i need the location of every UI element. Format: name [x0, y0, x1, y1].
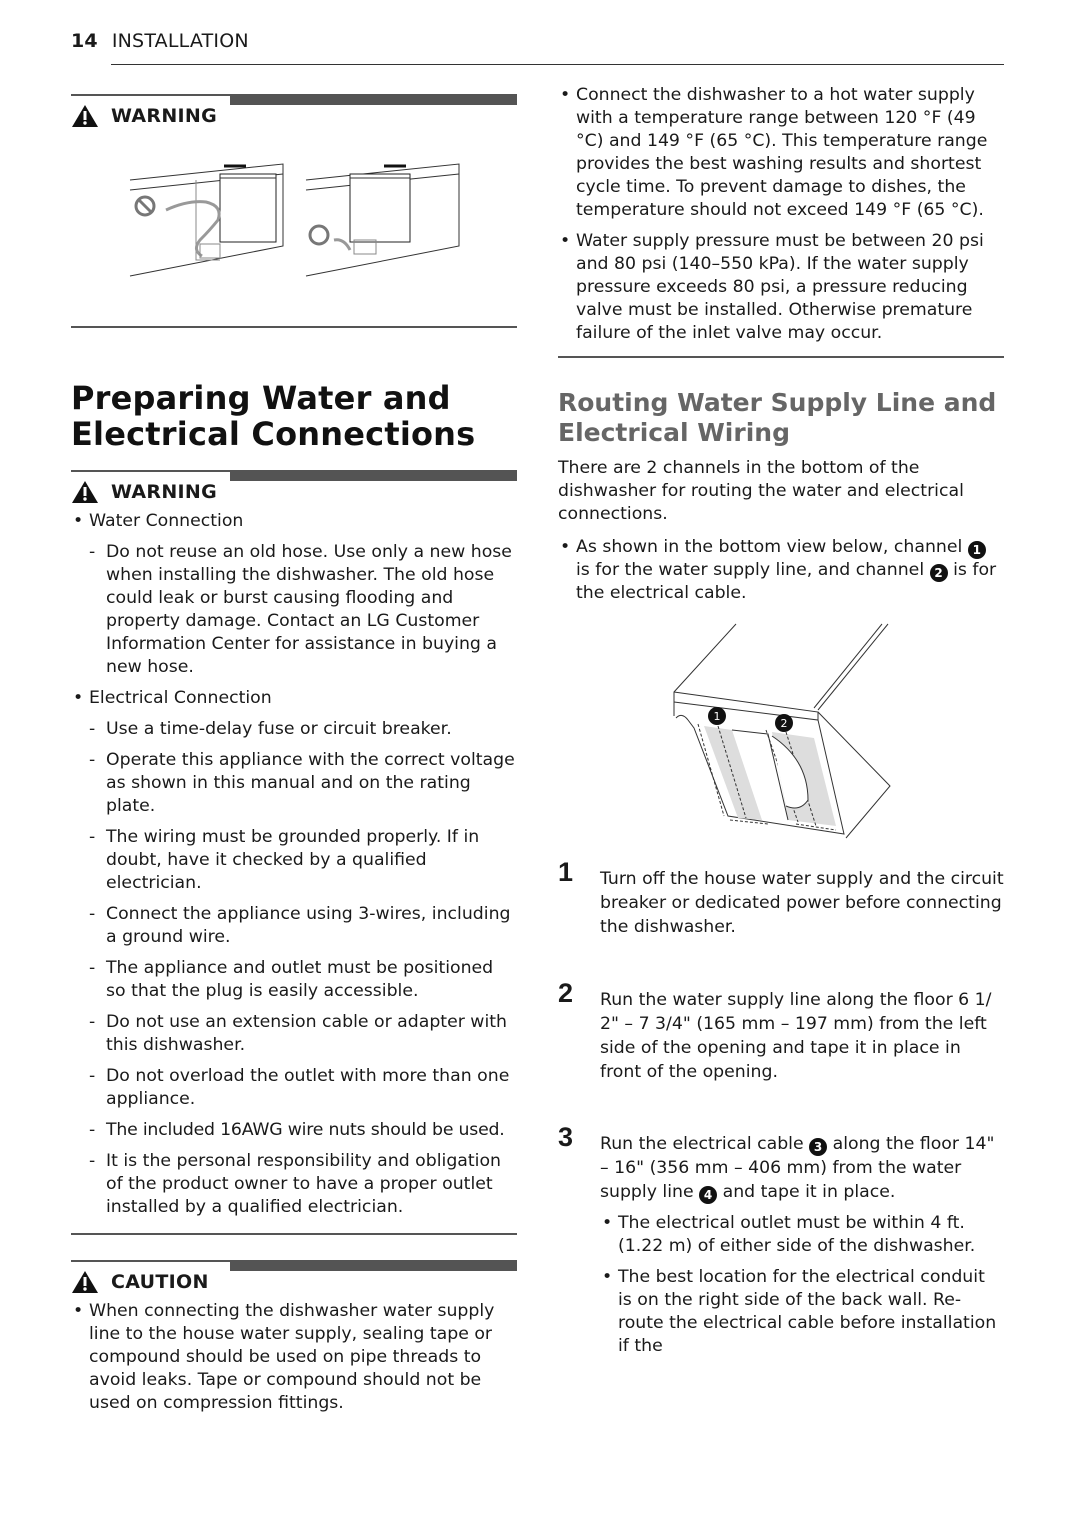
hose-routing-figure	[128, 160, 460, 286]
warning-header	[71, 470, 517, 503]
caution-box	[71, 1260, 517, 1423]
step-number: 1	[558, 857, 574, 887]
electrical-connection-group	[71, 687, 517, 1219]
list-item: • Water supply pressure must be between 20 psi and 80 psi (140–550 kPa). If the water supply pressure exceeds 80 psi, a pressure reducing valve must be installed. Otherwise premature failure of the inlet valve may occur.	[558, 230, 1004, 345]
list-item: • The best location for the electrical conduit is on the right side of the back wall. Re-route the electrical cable before installation if the	[600, 1266, 1004, 1358]
dishwasher-bottom-view-figure	[668, 620, 896, 846]
routing-intro: There are 2 channels in the bottom of the dishwasher for routing the water and electrical connections.	[558, 458, 964, 524]
section-name: INSTALLATION	[111, 30, 249, 52]
group-title: Water Connection	[89, 511, 244, 531]
step-text: Run the water supply line along the floor 6 1/ 2" – 7 3/4" (165 mm – 197 mm) from the left side of the opening and tape it in place in front of the opening.	[600, 990, 992, 1082]
notes-end-rule	[558, 356, 1004, 358]
list-item: • When connecting the dishwasher water supply line to the house water supply, sealing tape or compound should be used on pipe threads to avoid leaks. Tape or compound should not be used on compression fittings.	[71, 1300, 517, 1415]
group-title: Electrical Connection	[89, 688, 272, 708]
callout-2-icon: 2	[930, 564, 948, 582]
caution-header	[71, 1260, 517, 1293]
water-supply-notes	[558, 84, 1004, 353]
figure-callout-1: 1	[713, 710, 721, 723]
channel-callout-2	[775, 714, 793, 732]
caution-triangle-icon	[71, 1270, 99, 1294]
list-item: • Connect the dishwasher to a hot water supply with a temperature range between 120 °F (49 °C) and 149 °F (65 °C). This temperature range provides the best washing results and shortest cycle time. To prevent damage to dishes, the temperature should not exceed 149 °F (65 °C).	[558, 84, 1004, 222]
list-item: • The electrical outlet must be within 4 ft. (1.22 m) of either side of the dishwasher.	[600, 1212, 1004, 1258]
prohibited-icon	[136, 197, 154, 215]
list-item: - The wiring must be grounded properly. If in doubt, have it checked by a qualified electrician.	[71, 826, 517, 895]
callout-4-icon: 4	[699, 1186, 717, 1204]
correct-circle-icon	[310, 226, 328, 244]
warning-triangle-icon	[71, 104, 99, 128]
step-number: 2	[558, 978, 574, 1008]
routing-title: Routing Water Supply Line and Electrical Wiring	[558, 388, 997, 447]
warning-triangle-icon	[71, 480, 99, 504]
step-2	[558, 978, 1004, 1084]
warning-label: WARNING	[111, 480, 218, 503]
warning-end-rule	[71, 1233, 517, 1235]
electrical-warning-box	[71, 470, 517, 1227]
step-text: Run the electrical cable 3 along the floor 14" – 16" (356 mm – 406 mm) from the water supply line 4 and tape it in place.	[600, 1134, 995, 1202]
incorrect-panel	[130, 164, 283, 276]
list-item: - Do not overload the outlet with more than one appliance.	[71, 1065, 517, 1111]
channel-callout-1	[708, 707, 726, 725]
callout-1-icon: 1	[968, 541, 986, 559]
list-item: - Connect the appliance using 3-wires, including a ground wire.	[71, 903, 517, 949]
step-text: Turn off the house water supply and the circuit breaker or dedicated power before connecting the dishwasher.	[600, 869, 1004, 937]
list-item: - The included 16AWG wire nuts should be used.	[71, 1119, 517, 1142]
list-item: - Use a time-delay fuse or circuit breaker.	[71, 718, 517, 741]
step-3	[558, 1122, 1004, 1366]
list-item: - The appliance and outlet must be positioned so that the plug is easily accessible.	[71, 957, 517, 1003]
callout-3-icon: 3	[809, 1138, 827, 1156]
page-number: 14	[71, 30, 98, 52]
warning-label: WARNING	[111, 105, 218, 127]
top-warning-box	[71, 94, 517, 128]
caution-label: CAUTION	[111, 1270, 209, 1293]
figure-callout-2: 2	[780, 717, 788, 730]
correct-panel	[306, 164, 459, 276]
warning-header	[71, 94, 517, 127]
list-item: - Do not use an extension cable or adapter with this dishwasher.	[71, 1011, 517, 1057]
section-title: Preparing Water and Electrical Connections	[71, 379, 476, 453]
channel-bullet: • As shown in the bottom view below, channel 1 is for the water supply line, and channel 2 is for the electrical cable.	[558, 536, 1004, 605]
step-1	[558, 857, 1004, 939]
water-connection-group	[71, 510, 517, 679]
list-item: - It is the personal responsibility and obligation of the product owner to have a proper outlet installed by a qualified electrician.	[71, 1150, 517, 1219]
header-rule	[111, 64, 1004, 65]
routing-intro-block	[558, 457, 1004, 613]
list-item: - Operate this appliance with the correct voltage as shown in this manual and on the rating plate.	[71, 749, 517, 818]
step-number: 3	[558, 1122, 574, 1152]
list-item: - Do not reuse an old hose. Use only a new hose when installing the dishwasher. The old hose could leak or burst causing flooding and property damage. Contact an LG Customer Information Center for assistance in buying a new hose.	[71, 541, 517, 679]
warning-end-rule	[71, 326, 517, 328]
page-header	[71, 30, 249, 52]
